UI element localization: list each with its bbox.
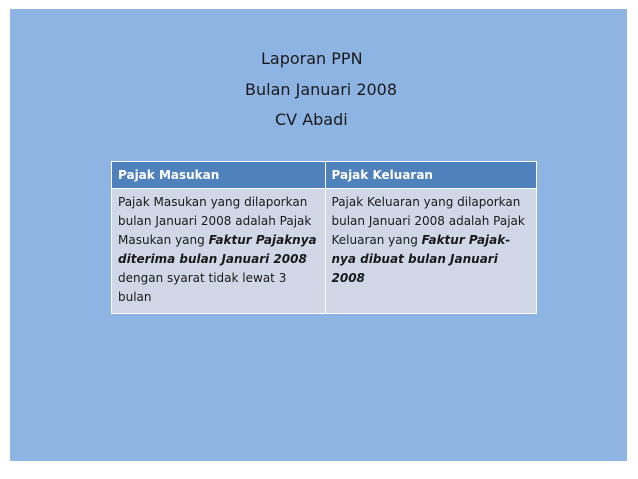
cell1-text-a: Pajak Masukan yang dilaporkan bulan Januari 2008 adalah Pajak Masukan yang bbox=[118, 195, 312, 247]
header-pajak-keluaran: Pajak Keluaran bbox=[325, 162, 537, 189]
title-line-2: Bulan Januari 2008 bbox=[245, 80, 398, 99]
header-pajak-masukan: Pajak Masukan bbox=[112, 162, 326, 189]
table-header-row bbox=[112, 162, 537, 189]
cell1-emphasis: Faktur Pajaknya diterima bulan Januari 2008 bbox=[118, 233, 317, 266]
ppn-table bbox=[111, 161, 537, 314]
cell-pajak-keluaran bbox=[325, 189, 537, 314]
cell2-text-a: Pajak Keluaran yang dilaporkan bulan Januari 2008 adalah Pajak Keluaran yang bbox=[331, 195, 525, 247]
title-line-3: CV Abadi bbox=[275, 110, 348, 129]
slide bbox=[10, 9, 627, 461]
cell-pajak-masukan bbox=[112, 189, 326, 314]
table-row bbox=[112, 189, 537, 314]
title-line-1: Laporan PPN bbox=[261, 49, 363, 68]
cell2-emphasis: Faktur Pajak-nya dibuat bulan Januari 2008 bbox=[331, 233, 511, 285]
cell1-text-b: dengan syarat tidak lewat 3 bulan bbox=[118, 271, 287, 304]
